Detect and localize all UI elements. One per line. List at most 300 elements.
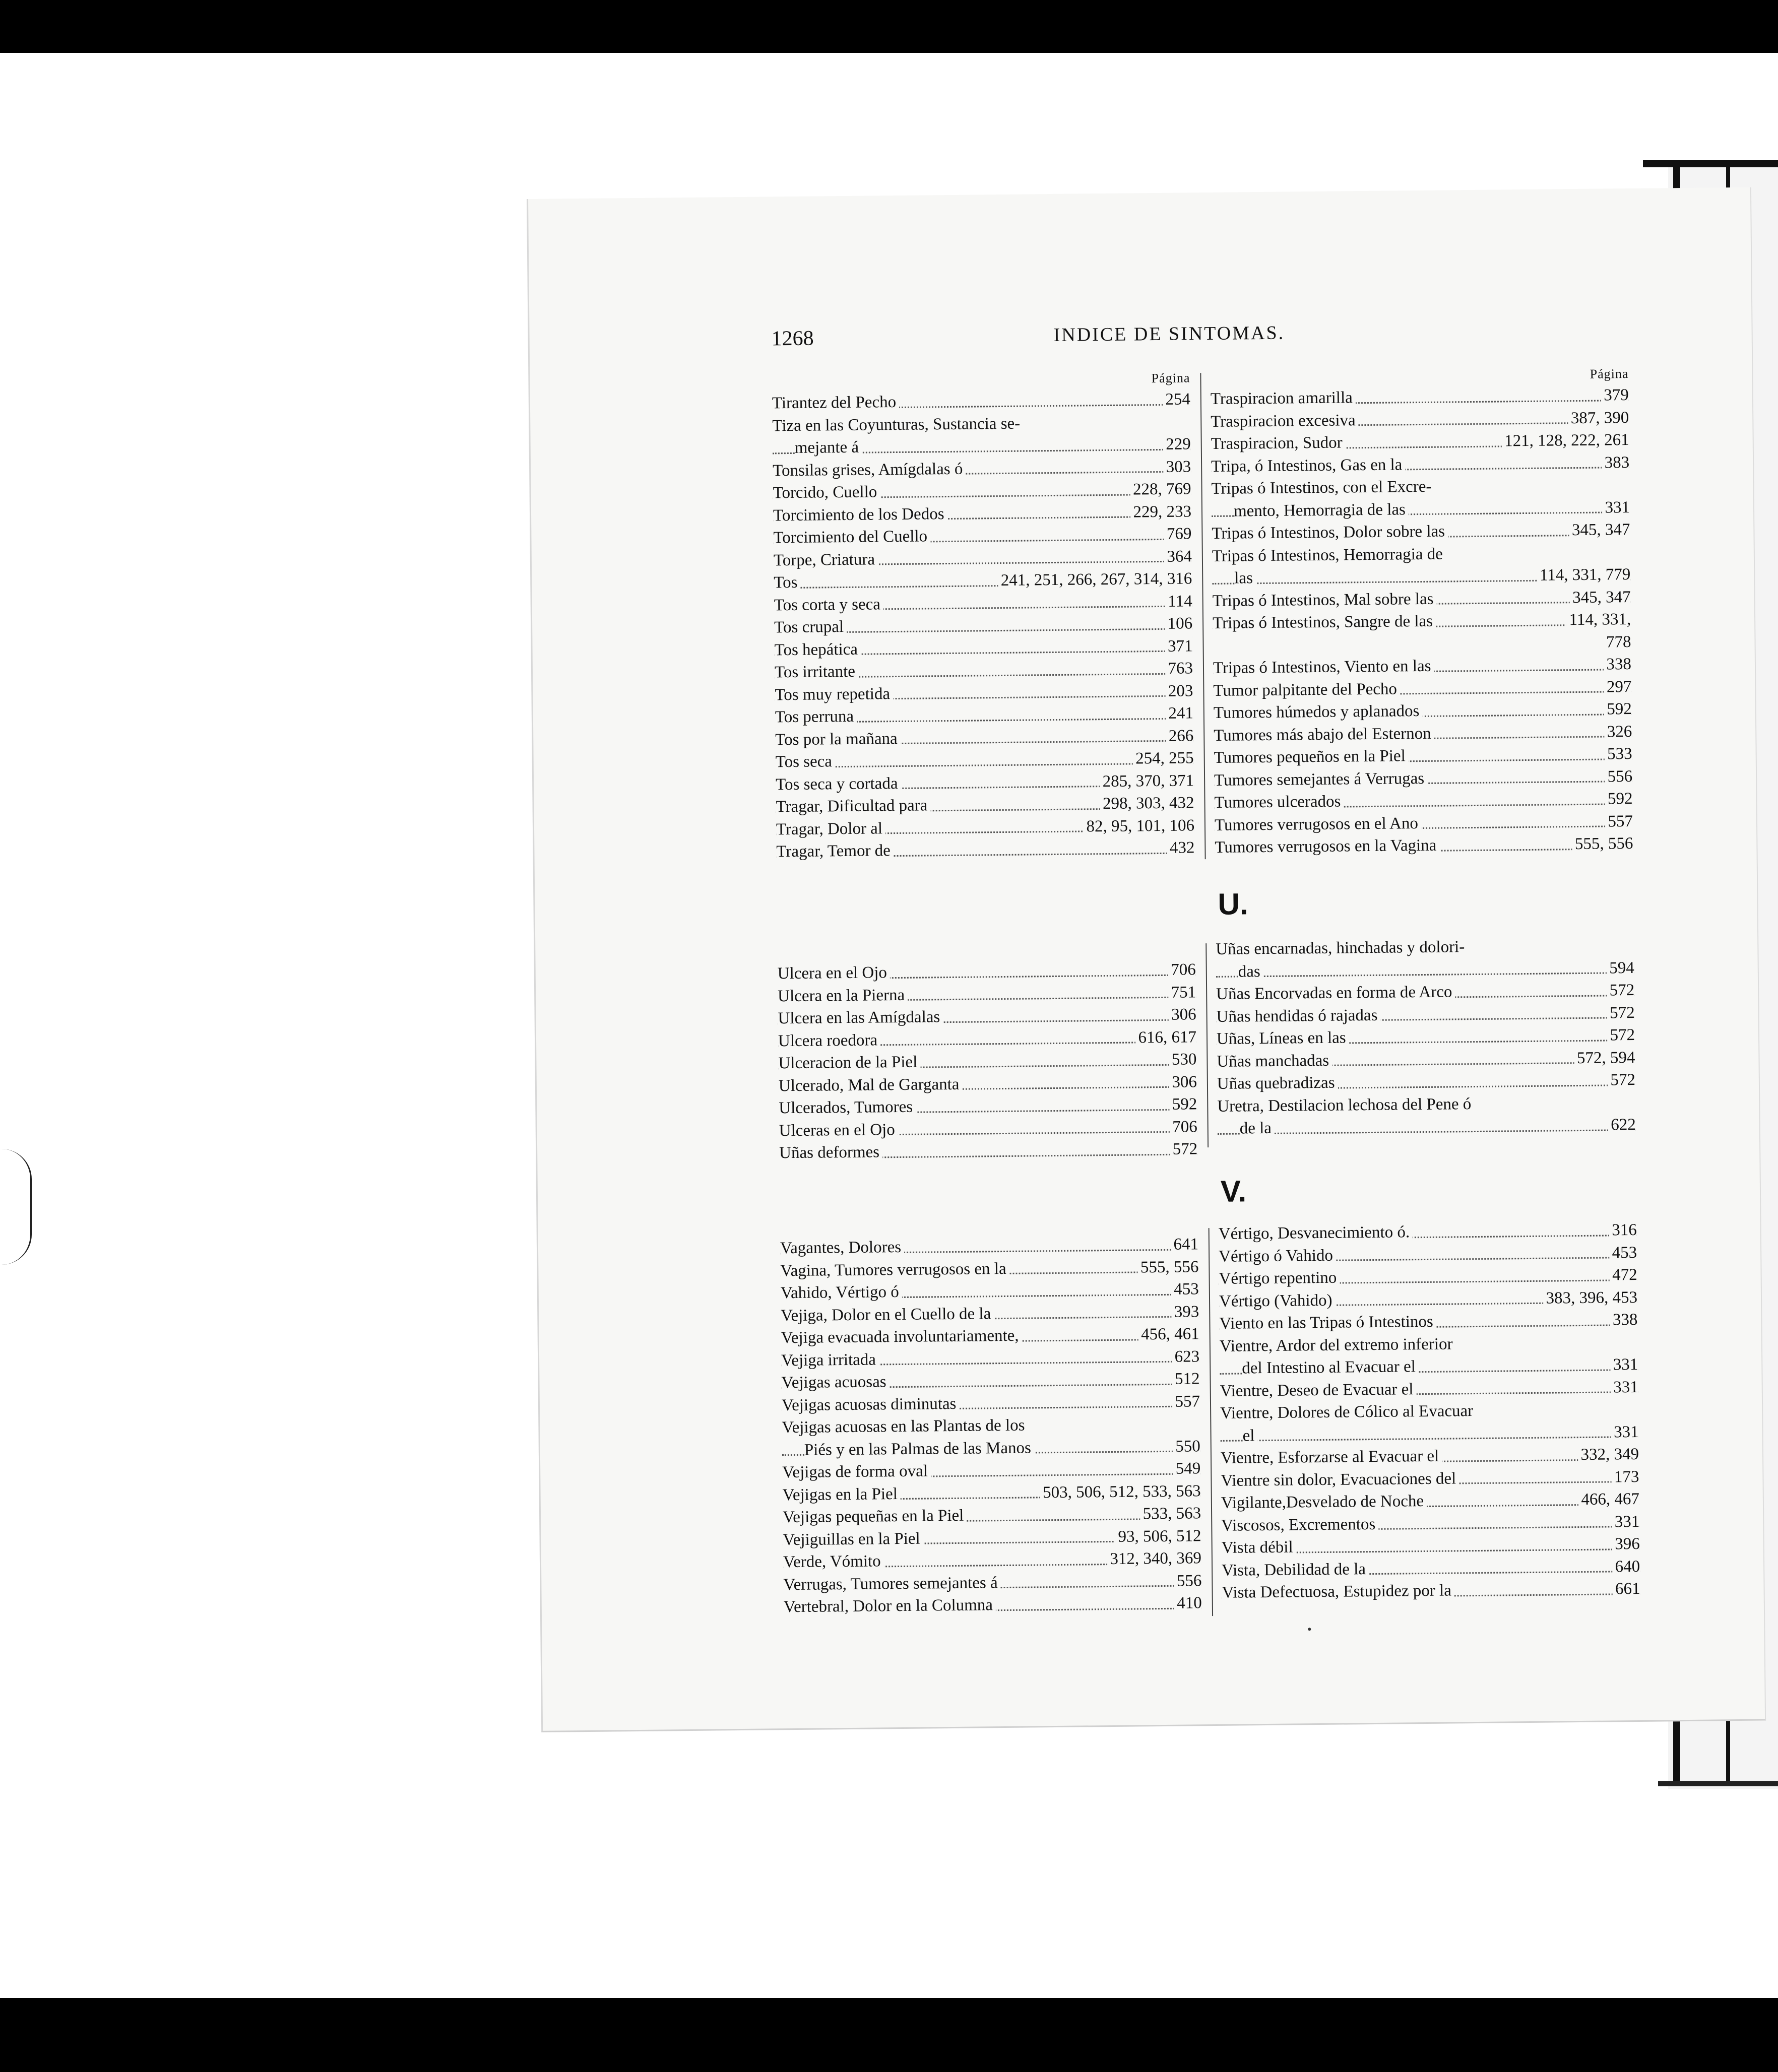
index-entry: [774, 567, 1192, 594]
index-entry-term: Vientre, Esforzarse al Evacuar el: [1221, 1445, 1442, 1470]
index-entry: [782, 1457, 1200, 1483]
index-entry-pages: 572: [1607, 1024, 1635, 1047]
index-entry-pages: 572: [1169, 1138, 1197, 1160]
index-entry-pages: 297: [1604, 676, 1632, 698]
index-entry-pages: 432: [1167, 836, 1195, 859]
index-entry: [774, 612, 1192, 638]
index-entry-pages: 173: [1611, 1465, 1639, 1488]
index-entry-pages: 82, 95, 101, 106: [1083, 814, 1194, 838]
index-entry: [776, 792, 1194, 818]
index-entry-pages: 326: [1604, 720, 1632, 743]
index-entry-term: Uñas manchadas: [1217, 1049, 1332, 1073]
column-divider: [1209, 1228, 1213, 1616]
index-entry-pages: 229, 233: [1130, 500, 1191, 524]
index-entry: [773, 523, 1191, 549]
index-entry-pages: 241, 251, 266, 267, 314, 316: [998, 567, 1192, 592]
index-entry-term: Torcimiento del Cuello: [773, 525, 930, 549]
index-section-u: [777, 934, 1676, 1162]
index-entry-term: Tos irritante: [775, 661, 858, 684]
index-entry: [1216, 956, 1634, 983]
index-entry: [1211, 451, 1629, 478]
index-entry-pages: 331: [1602, 496, 1630, 519]
index-entry: [772, 411, 1190, 437]
book-page: [527, 187, 1766, 1732]
section-letter-v: V.: [1220, 1174, 1247, 1208]
index-entry: [773, 433, 1191, 459]
index-entry: [778, 1003, 1196, 1029]
index-entry-term: Traspiracion amarilla: [1211, 386, 1356, 410]
index-entry-term: Tos: [774, 571, 801, 594]
index-entry: [775, 702, 1193, 728]
page-number: 1268: [771, 327, 814, 351]
index-entry-term: Tos seca y cortada: [776, 772, 901, 796]
index-entry-pages: 93, 506, 512: [1115, 1525, 1201, 1548]
index-entry-pages: 396: [1612, 1533, 1640, 1556]
index-entry-term: Tumores pequeños en la Piel: [1214, 745, 1409, 769]
index-entry-pages: 331: [1610, 1353, 1638, 1376]
index-entry-pages: 379: [1601, 384, 1629, 407]
index-entry: [780, 1256, 1198, 1282]
index-entry-term: das: [1238, 960, 1263, 983]
index-entry-term: Viscosos, Excrementos: [1221, 1513, 1378, 1536]
index-entry-term: Tumores verrugosos en el Ano: [1215, 812, 1421, 836]
index-entry-term: Torcido, Cuello: [773, 481, 880, 504]
index-entry-term: Vejiga, Dolor en el Cuello de la: [781, 1303, 994, 1327]
index-entry-pages: 383, 396, 453: [1543, 1286, 1637, 1309]
index-entry: [782, 1480, 1200, 1506]
index-entry: [776, 769, 1194, 796]
index-entry: [1222, 1533, 1640, 1559]
index-entry-pages: 641: [1170, 1233, 1198, 1256]
index-entry-pages: 371: [1165, 635, 1193, 658]
index-entry-pages: 550: [1172, 1435, 1200, 1458]
index-entry-term: Vejigas acuosas: [781, 1371, 889, 1394]
index-entry: [783, 1570, 1201, 1596]
index-entry-term: Tiza en las Coyunturas, Sustancia se-: [772, 412, 1023, 437]
index-entry-term: Vejigas pequeñas en la Piel: [783, 1505, 967, 1529]
index-entry-pages: 303: [1163, 456, 1191, 478]
index-entry-term: Vientre, Deseo de Evacuar el: [1220, 1378, 1417, 1402]
index-entry-pages: 393: [1171, 1301, 1199, 1323]
index-entry-pages: 203: [1165, 680, 1193, 702]
index-entry: [1220, 1353, 1638, 1380]
index-entry-term: Tumores verrugosos en la Vagina: [1215, 834, 1439, 859]
index-entry-term: Ulcera en el Ojo: [778, 961, 891, 985]
index-entry: [778, 1048, 1196, 1074]
index-entry: [781, 1345, 1199, 1372]
index-entry: [1211, 384, 1629, 410]
index-entry-term: Tos perruna: [775, 705, 857, 729]
index-entry-term: Torpe, Criatura: [774, 548, 878, 571]
index-entry-term: Vértigo ó Vahido: [1219, 1244, 1336, 1268]
index-entry: [1214, 743, 1632, 769]
index-entry-term: Vagina, Tumores verrugosos en la: [780, 1257, 1009, 1282]
index-entry-term: Uñas, Líneas en las: [1217, 1026, 1349, 1050]
index-entry: [1214, 788, 1632, 814]
column-label: Página: [1590, 366, 1629, 381]
column-divider: [1200, 373, 1205, 859]
index-entry-term: el: [1242, 1424, 1257, 1447]
index-entry: [775, 680, 1193, 706]
index-entry-pages: 331: [1610, 1376, 1638, 1398]
index-entry-pages: 706: [1168, 958, 1196, 981]
index-entry: [1219, 1241, 1637, 1267]
index-entry-pages: 555, 556: [1137, 1256, 1199, 1279]
index-entry-term: Vejiguillas en la Piel: [783, 1527, 923, 1551]
index-section-v: [780, 1218, 1681, 1625]
index-entry-pages: 592: [1604, 698, 1632, 721]
index-entry-term: Traspiracion excesiva: [1211, 409, 1359, 433]
index-entry-term: Vientre, Ardor del extremo inferior: [1220, 1333, 1456, 1357]
index-entry-term: Ulcera en la Pierna: [778, 984, 908, 1007]
index-entry: [775, 725, 1193, 751]
index-entry: [774, 590, 1192, 616]
index-entry-term: Tripas ó Intestinos, Viento en las: [1213, 655, 1434, 680]
scan-edge: [0, 53, 1778, 62]
index-entry-term: Vientre sin dolor, Evacuaciones del: [1221, 1467, 1459, 1492]
index-entry-pages: 594: [1606, 956, 1634, 979]
index-entry-term: Tonsilas grises, Amígdalas ó: [773, 458, 966, 482]
index-entry-pages: 556: [1174, 1570, 1202, 1592]
index-entry-pages: 114, 331, 779: [1537, 563, 1631, 587]
index-entry-term: Vértigo (Vahido): [1219, 1289, 1336, 1313]
index-section-t: [772, 363, 1673, 866]
index-entry: [778, 981, 1196, 1007]
index-entry: [780, 1233, 1198, 1259]
index-entry-term: Tumores húmedos y aplanados: [1214, 700, 1423, 724]
index-entry: [773, 456, 1191, 482]
index-entry: [1221, 1465, 1639, 1492]
index-entry-term: Tripas ó Intestinos, Hemorragia de: [1212, 543, 1446, 567]
index-entry-term: Tirantez del Pecho: [772, 391, 900, 415]
index-entry-term: Vejigas acuosas en las Plantas de los: [782, 1414, 1028, 1439]
column-divider: [1205, 943, 1209, 1147]
index-entry-pages: 364: [1164, 545, 1192, 568]
index-entry-pages: 453: [1609, 1241, 1637, 1264]
index-entry-term: Verrugas, Tumores semejantes á: [783, 1572, 1001, 1596]
index-entry-pages: 706: [1169, 1116, 1197, 1138]
index-entry-term: Torcimiento de los Dedos: [773, 503, 947, 527]
index-column-left: [780, 1223, 1202, 1618]
index-entry: [779, 1093, 1197, 1119]
index-entry-term: Ulceras en el Ojo: [779, 1119, 898, 1142]
index-entry-pages: 345, 347: [1569, 519, 1630, 542]
index-entry-pages: 512: [1172, 1368, 1200, 1390]
index-entry: [1216, 979, 1634, 1005]
index-entry-pages: 114, 331,: [1566, 608, 1631, 631]
index-entry-term: Ulcerado, Mal de Garganta: [779, 1073, 963, 1097]
index-entry: [1221, 1510, 1639, 1536]
index-entry-pages: 592: [1169, 1093, 1197, 1116]
page-edge-curl: [0, 1149, 32, 1265]
index-entry-term: Vista Defectuosa, Estupidez por la: [1222, 1579, 1454, 1604]
index-entry-pages: 622: [1608, 1114, 1636, 1136]
index-column-left: [777, 938, 1197, 1164]
index-entry: [1218, 1114, 1636, 1140]
index-entry: [1220, 1420, 1638, 1447]
index-entry-pages: 751: [1168, 981, 1196, 1004]
index-entry: [1212, 496, 1630, 523]
index-entry-pages: 592: [1605, 788, 1633, 810]
index-entry-term: Ulcerados, Tumores: [779, 1096, 916, 1120]
index-entry: [1222, 1578, 1640, 1604]
index-entry: [1212, 563, 1630, 590]
index-entry: [784, 1592, 1202, 1618]
index-entry-term: Uñas Encorvadas en forma de Arco: [1216, 981, 1455, 1005]
index-entry: [779, 1138, 1197, 1164]
index-column-right: [1210, 364, 1633, 859]
index-entry-pages: 472: [1609, 1264, 1637, 1286]
index-entry-pages: 456, 461: [1138, 1323, 1199, 1346]
index-entry: [783, 1525, 1201, 1551]
index-entry-pages: 338: [1610, 1309, 1638, 1331]
index-entry-pages: 533, 563: [1139, 1502, 1201, 1525]
index-entry: [1213, 676, 1631, 702]
index-entry-term: Tumores semejantes á Verrugas: [1214, 767, 1427, 792]
index-entry: [1213, 653, 1631, 679]
index-entry-pages: 533: [1604, 743, 1632, 765]
index-entry-term: Uñas quebradizas: [1217, 1072, 1338, 1095]
index-entry: [775, 657, 1193, 683]
index-entry: [1215, 832, 1633, 859]
index-entry: [1211, 407, 1629, 433]
index-entry-pages: 106: [1164, 612, 1192, 635]
index-entry-pages: 453: [1171, 1278, 1199, 1301]
index-entry-pages: 387, 390: [1568, 407, 1629, 430]
index-entry-pages: 338: [1603, 653, 1631, 676]
index-entry-pages: 572: [1607, 1069, 1635, 1091]
index-entry-term: Tumores ulcerados: [1214, 790, 1344, 814]
index-column-right: [1216, 934, 1636, 1140]
index-entry-pages: 549: [1173, 1457, 1201, 1480]
index-entry-term: Vagantes, Dolores: [780, 1236, 905, 1260]
index-entry-pages: 555, 556: [1572, 832, 1633, 856]
index-entry-term: Verde, Vómito: [783, 1550, 884, 1573]
index-entry-term: Vista, Debilidad de la: [1222, 1558, 1369, 1582]
index-entry-pages: 266: [1166, 725, 1194, 747]
index-entry-pages: 298, 303, 432: [1100, 792, 1194, 815]
index-entry-term: Vigilante,Desvelado de Noche: [1221, 1490, 1427, 1514]
index-entry: [781, 1301, 1199, 1327]
index-entry-pages: 306: [1168, 1003, 1196, 1026]
index-entry: [782, 1412, 1200, 1439]
index-entry: [1219, 1309, 1637, 1335]
index-entry: [1214, 720, 1632, 746]
index-entry-pages: 661: [1612, 1578, 1640, 1600]
index-entry: [1217, 1024, 1635, 1050]
index-entry-term: Tripas ó Intestinos, Sangre de las: [1213, 610, 1436, 635]
index-entry-term: Vientre, Dolores de Cólico al Evacuar: [1220, 1400, 1476, 1424]
index-entry-term: mento, Hemorragia de las: [1234, 498, 1409, 523]
index-entry-pages: 778: [1603, 631, 1631, 654]
index-entry-pages: 557: [1172, 1390, 1200, 1413]
index-entry: [776, 747, 1194, 773]
index-entry-pages: 114: [1165, 590, 1192, 613]
index-entry-term: Vejiga evacuada involuntariamente,: [781, 1325, 1022, 1349]
index-entry-term: Tumor palpitante del Pecho: [1213, 678, 1400, 702]
index-entry: [1217, 1091, 1635, 1117]
index-entry: [1222, 1555, 1640, 1581]
index-entry: [776, 836, 1194, 863]
index-entry-pages: 763: [1165, 657, 1193, 680]
index-entry: [1213, 631, 1631, 657]
index-entry-term: Tumores más abajo del Esternon: [1214, 722, 1434, 747]
index-entry: [1214, 698, 1632, 724]
index-entry: [1211, 474, 1629, 500]
index-entry-pages: 769: [1164, 523, 1192, 545]
index-entry-pages: 254, 255: [1132, 747, 1194, 770]
index-entry-term: Tragar, Temor de: [776, 839, 894, 863]
index-entry: [1216, 1001, 1634, 1027]
index-entry-pages: 556: [1604, 765, 1632, 788]
index-entry: [781, 1278, 1199, 1304]
index-entry: [778, 958, 1196, 985]
index-entry: [782, 1390, 1200, 1416]
index-entry: [1213, 608, 1631, 634]
index-entry-term: Vértigo, Desvanecimiento ó.: [1219, 1221, 1413, 1245]
index-entry: [1217, 1046, 1635, 1072]
index-entry-term: Tos muy repetida: [775, 683, 893, 706]
index-entry-term: Tripa, ó Intestinos, Gas en la: [1211, 454, 1406, 478]
print-speck: [1308, 1628, 1311, 1631]
index-entry: [773, 478, 1191, 504]
index-entry-term: Ulceracion de la Piel: [778, 1051, 920, 1075]
scan-border-bottom: [0, 1998, 1778, 2072]
index-entry: [1212, 541, 1630, 567]
index-entry: [773, 500, 1191, 527]
index-entry-term: Ulcera en las Amígdalas: [778, 1006, 943, 1030]
index-entry-pages: 254: [1162, 388, 1190, 411]
index-entry: [1219, 1219, 1637, 1245]
index-entry-term: Tripas ó Intestinos, Dolor sobre las: [1212, 520, 1448, 545]
index-entry-pages: 229: [1163, 433, 1191, 456]
index-entry-pages: 572: [1607, 1001, 1635, 1024]
index-entry: [1214, 765, 1632, 791]
index-entry-pages: 331: [1612, 1510, 1640, 1533]
index-entry: [1219, 1264, 1637, 1290]
index-entry: [1213, 586, 1631, 612]
index-entry-pages: 466, 467: [1578, 1488, 1639, 1511]
index-entry-term: Ulcera roedora: [778, 1029, 880, 1052]
index-entry-term: Uretra, Destilacion lechosa del Pene ó: [1217, 1093, 1474, 1118]
index-entry: [781, 1368, 1199, 1394]
index-entry: [776, 814, 1194, 840]
index-entry: [1216, 934, 1634, 960]
index-entry-term: Vahido, Vértigo ó: [781, 1281, 902, 1305]
index-entry: [1220, 1376, 1638, 1402]
index-entry: [1211, 429, 1629, 455]
index-entry: [1215, 810, 1633, 836]
index-entry-term: Tragar, Dificultad para: [776, 794, 930, 818]
index-entry-term: Tos seca: [776, 750, 836, 773]
scan-border-top: [0, 0, 1778, 53]
index-entry-pages: 572, 594: [1574, 1046, 1635, 1069]
index-entry-term: Vejigas de forma oval: [782, 1460, 931, 1483]
index-entry-term: Uñas hendidas ó rajadas: [1216, 1004, 1380, 1028]
index-entry: [783, 1502, 1201, 1528]
index-entry-pages: 623: [1171, 1345, 1199, 1368]
index-entry-term: del Intestino al Evacuar el: [1242, 1355, 1419, 1380]
index-entry-term: mejante á: [795, 436, 862, 460]
index-column-left: [772, 368, 1194, 863]
index-entry-pages: 345, 347: [1569, 586, 1631, 609]
index-column-right: [1219, 1219, 1640, 1604]
index-entry-term: Traspiracion, Sudor: [1211, 431, 1346, 455]
index-entry: [779, 1071, 1197, 1097]
index-entry: [779, 1116, 1197, 1142]
index-entry-term: Uñas deformes: [779, 1141, 882, 1164]
index-entry-term: Viento en las Tripas ó Intestinos: [1219, 1311, 1436, 1335]
index-entry: [1220, 1331, 1638, 1357]
index-entry: [774, 635, 1192, 661]
index-entry: [774, 545, 1192, 571]
index-entry: [772, 388, 1190, 414]
index-entry: [1219, 1286, 1637, 1312]
index-entry-term: de la: [1240, 1117, 1275, 1140]
index-entry-pages: 383: [1601, 451, 1629, 474]
page-header: [771, 318, 1668, 357]
index-entry-term: Uñas encarnadas, hinchadas y dolori-: [1216, 936, 1468, 960]
index-entry-term: Vejigas acuosas diminutas: [782, 1392, 960, 1416]
index-entry-term: Vista débil: [1222, 1536, 1296, 1559]
index-entry-pages: 332, 349: [1577, 1443, 1639, 1466]
index-entry-term: Tos corta y seca: [774, 593, 884, 617]
index-entry-pages: 530: [1169, 1048, 1197, 1071]
index-entry: [1217, 1069, 1635, 1095]
index-entry-pages: 121, 128, 222, 261: [1501, 429, 1629, 452]
index-entry-term: Tragar, Dolor al: [776, 817, 885, 841]
index-entry-pages: 640: [1612, 1555, 1640, 1578]
index-entry: [1220, 1398, 1638, 1424]
index-entry: [1221, 1443, 1639, 1469]
column-label: Página: [1151, 370, 1190, 386]
index-entry-pages: 316: [1609, 1219, 1637, 1242]
index-entry: [783, 1547, 1201, 1573]
index-entry-term: Tos hepática: [774, 638, 861, 661]
index-entry: [1212, 519, 1630, 545]
index-entry-pages: 241: [1165, 702, 1193, 725]
index-entry-term: Vejigas en la Piel: [782, 1482, 901, 1506]
index-entry-pages: 616, 617: [1135, 1026, 1196, 1049]
index-entry-pages: 306: [1169, 1071, 1197, 1093]
index-entry-term: Vértigo repentino: [1219, 1267, 1340, 1290]
index-entry-term: Tos por la mañana: [775, 727, 901, 751]
binding-board-edge: [1658, 1781, 1778, 1786]
index-entry-term: Vertebral, Dolor en la Columna: [784, 1594, 996, 1618]
index-entry-term: Tripas ó Intestinos, con el Excre-: [1211, 476, 1434, 500]
running-title: INDICE DE SINTOMAS.: [1053, 322, 1285, 346]
index-entry-pages: 228, 769: [1130, 478, 1191, 501]
index-entry-pages: 331: [1611, 1420, 1639, 1443]
index-entry-pages: 285, 370, 371: [1099, 769, 1194, 793]
index-entry-term: Tos crupal: [774, 616, 847, 639]
section-letter-u: U.: [1218, 887, 1248, 921]
index-entry-pages: 410: [1174, 1592, 1202, 1614]
index-entry-term: Tripas ó Intestinos, Mal sobre las: [1213, 588, 1437, 612]
index-entry-term: Vejiga irritada: [781, 1348, 879, 1372]
index-entry: [1221, 1488, 1639, 1514]
index-entry-term: las: [1234, 567, 1256, 590]
index-entry-pages: 572: [1606, 979, 1634, 1002]
index-entry: [778, 1026, 1196, 1052]
index-entry: [782, 1435, 1200, 1461]
index-entry-pages: 557: [1605, 810, 1633, 832]
binding-board-edge: [1643, 160, 1778, 167]
index-entry-term: Piés y en las Palmas de las Manos: [804, 1437, 1034, 1461]
index-entry: [781, 1323, 1199, 1349]
index-entry-pages: 312, 340, 369: [1107, 1547, 1201, 1570]
index-entry-pages: 503, 506, 512, 533, 563: [1040, 1480, 1201, 1504]
